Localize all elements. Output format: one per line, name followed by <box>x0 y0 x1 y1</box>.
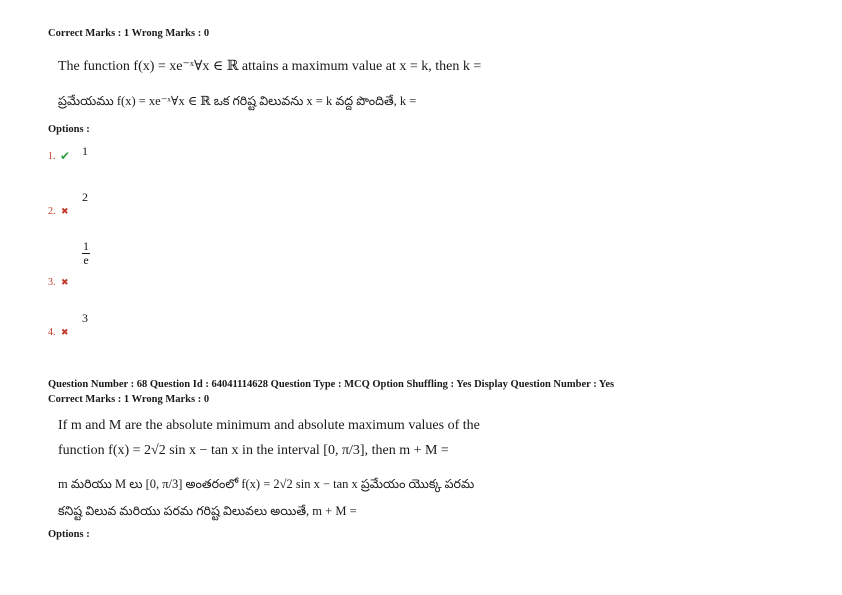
option-number: 1. <box>48 151 56 162</box>
option-number: 2. <box>48 206 56 217</box>
q67-english-text: The function f(x) = xe⁻ˣ∀x ∈ ℝ attains a maximum value at x = k, then k = <box>58 59 482 74</box>
q68-telugu-line2: కనిష్ట విలువ మరియు పరమ గరిష్ట విలువలు అయితే, m + M = <box>58 504 357 518</box>
option-number: 4. <box>48 327 56 338</box>
option-value: 2 <box>82 190 88 204</box>
q68-marks: Correct Marks : 1 Wrong Marks : 0 <box>48 394 210 405</box>
q67-marks: Correct Marks : 1 Wrong Marks : 0 <box>48 28 210 39</box>
q68-english-line1: If m and M are the absolute minimum and absolute maximum values of the <box>58 418 480 433</box>
q67-options-label: Options : <box>48 124 90 135</box>
q68-options-label: Options : <box>48 529 90 540</box>
wrong-cross-icon: ✖ <box>61 327 69 337</box>
q68-header: Question Number : 68 Question Id : 64041114628 Question Type : MCQ Option Shuffling : Yes Display Question Number : Yes <box>48 379 615 390</box>
fraction-denominator: e <box>83 253 89 268</box>
option-number: 3. <box>48 277 56 288</box>
q67-telugu-text: ప్రమేయము f(x) = xe⁻ˣ∀x ∈ ℝ ఒక గరిష్ట విలువను x = k వద్ద పొందితే, k = <box>58 94 417 108</box>
correct-check-icon: ✔ <box>60 149 71 163</box>
fraction-numerator: 1 <box>83 239 89 253</box>
option-value: 1 <box>82 144 88 158</box>
q68-telugu-line1: m మరియు M లు [0, π/3] అంతరంలో f(x) = 2√2 sin x − tan x ప్రమేయం యొక్క పరమ <box>58 477 475 491</box>
q68-english-line2: function f(x) = 2√2 sin x − tan x in the interval [0, π/3], then m + M = <box>58 443 449 458</box>
wrong-cross-icon: ✖ <box>61 277 69 287</box>
option-fraction <box>82 240 90 267</box>
option-value: 3 <box>82 311 88 325</box>
wrong-cross-icon: ✖ <box>61 206 69 216</box>
